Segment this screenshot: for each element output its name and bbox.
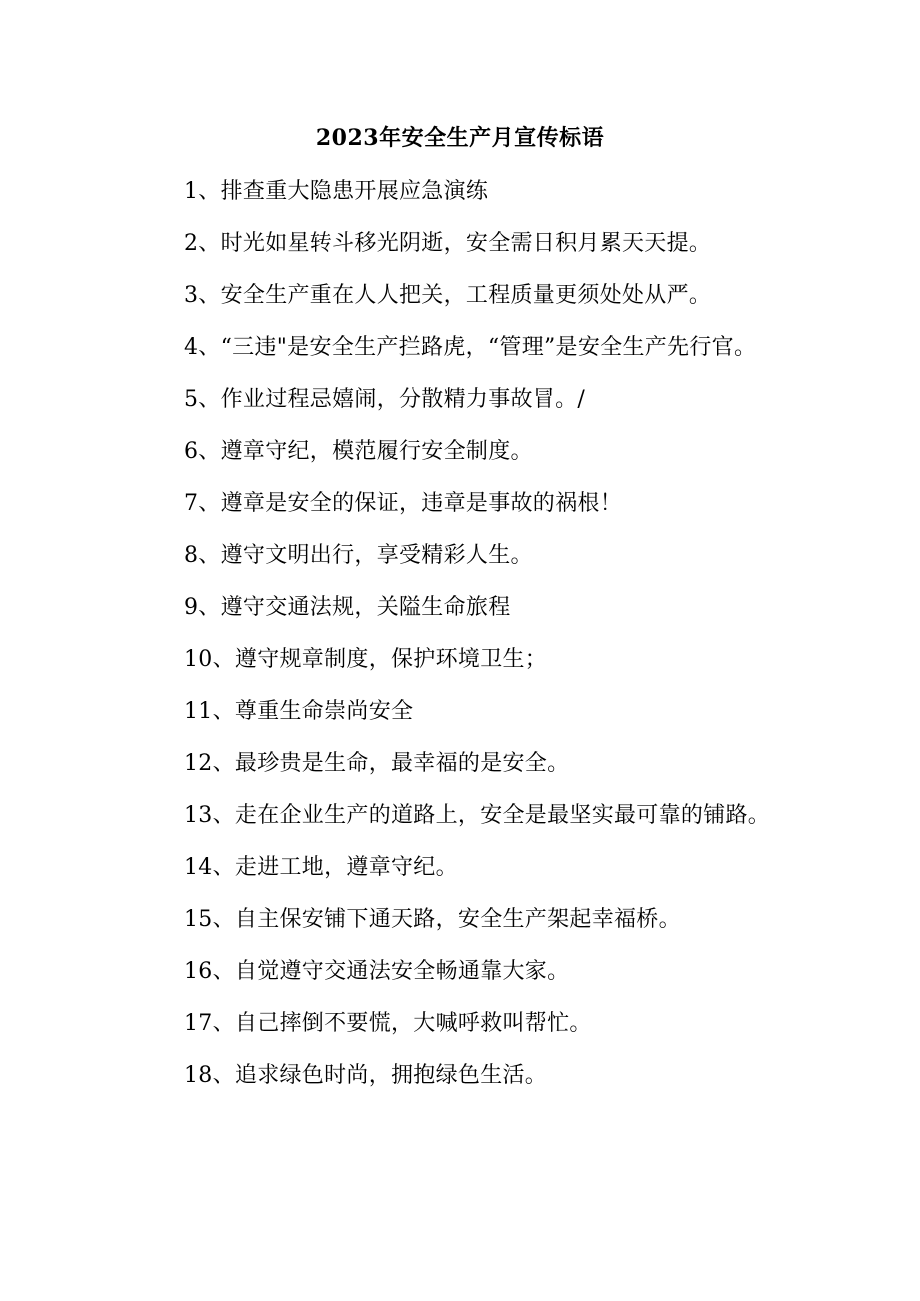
- slogan-list: [140, 166, 790, 1102]
- list-item: 6、遵章守纪，模范履行安全制度。: [184, 439, 533, 464]
- list-item: 13、走在企业生产的道路上，安全是最坚实最可靠的铺路。: [184, 803, 771, 828]
- document-title: 2023年安全生产月宣传标语: [315, 125, 605, 151]
- list-item: 12、最珍贵是生命，最幸福的是安全。: [184, 751, 570, 776]
- list-item: 18、追求绿色时尚，拥抱绿色生活。: [184, 1063, 548, 1088]
- list-item: 14、走进工地，遵章守纪。: [184, 855, 458, 880]
- list-item: 4、“三违"是安全生产拦路虎，“管理”是安全生产先行官。: [184, 335, 757, 360]
- list-item: 10、遵守规章制度，保护环境卫生；: [184, 647, 548, 672]
- list-item: 1、排查重大隐患开展应急演练: [184, 179, 489, 204]
- list-item: 8、遵守文明出行，享受精彩人生。: [184, 543, 533, 568]
- list-item: 9、遵守交通法规，关隘生命旅程: [184, 595, 511, 620]
- list-item: 2、时光如星转斗移光阴逝，安全需日积月累天天提。: [184, 231, 712, 256]
- list-item: 11、尊重生命崇尚安全: [184, 699, 414, 724]
- list-item: 16、自觉遵守交通法安全畅通靠大家。: [184, 959, 570, 984]
- list-item: 17、自己摔倒不要慌，大喊呼救叫帮忙。: [184, 1011, 592, 1036]
- list-item: 7、遵章是安全的保证，违章是事故的祸根！: [184, 491, 622, 516]
- list-item: 3、安全生产重在人人把关，工程质量更须处处从严。: [184, 283, 712, 308]
- list-item: 5、作业过程忌嬉闹，分散精力事故冒。/: [184, 387, 586, 412]
- list-item: 15、自主保安铺下通天路，安全生产架起幸福桥。: [184, 907, 681, 932]
